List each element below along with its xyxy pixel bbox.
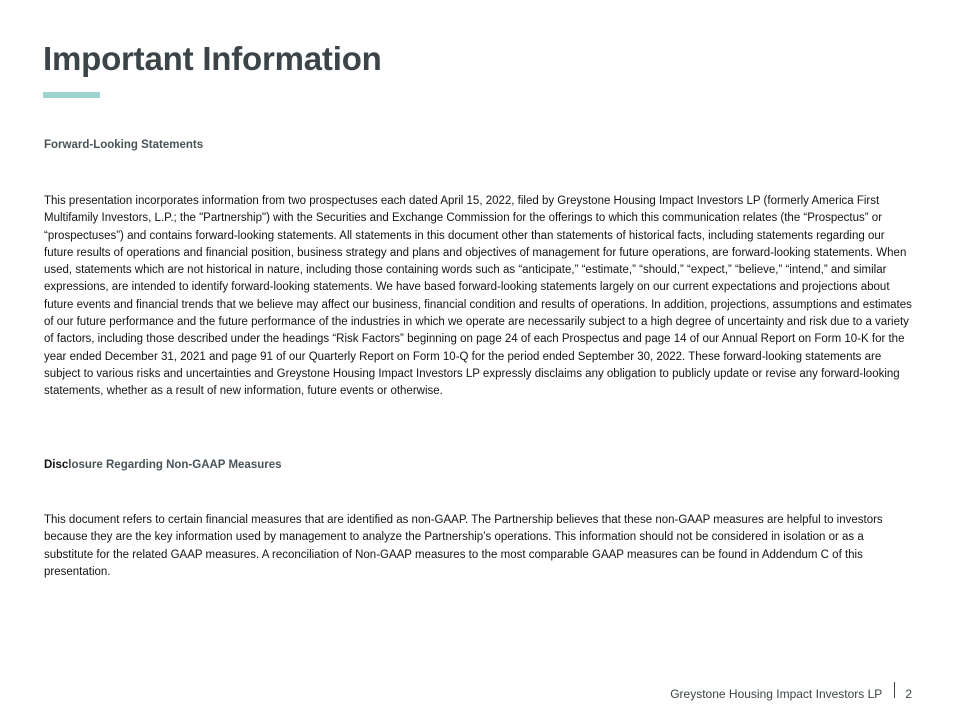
forward-looking-heading: Forward-Looking Statements xyxy=(44,139,204,151)
page-title: Important Information xyxy=(43,40,382,77)
non-gaap-heading-prefix: Disc xyxy=(44,459,69,471)
page-number: 2 xyxy=(905,687,912,701)
footer-divider xyxy=(894,682,895,698)
non-gaap-heading-rest: losure Regarding Non-GAAP Measures xyxy=(68,459,282,471)
title-accent-bar xyxy=(43,92,100,98)
footer-company-name: Greystone Housing Impact Investors LP xyxy=(670,687,883,701)
non-gaap-heading xyxy=(44,459,282,471)
footer xyxy=(670,686,912,702)
forward-looking-paragraph: This presentation incorporates information from two prospectuses each dated April 15, 2022, filed by Greystone Housing Impact Investors LP (formerly America First Multifamily Investors, L.P.; the "Partnership") with the Securities and Exchange Commission for the offerings to which this communication relates (the “Prospectus” or “prospectuses”) and contains forward-looking statements. All statements in this document other than statements of historical facts, including statements regarding our future results of operations and financial position, business strategy and plans and objectives of management for future operations, are forward-looking statements. When used, statements which are not historical in nature, including those containing words such as “anticipate,” “estimate,” “should,” “expect,” “believe,” “intend,” and similar expressions, are intended to identify forward-looking statements. We have based forward-looking statements largely on our current expectations and projections about future events and financial trends that we believe may affect our business, financial condition and results of operations. In addition, projections, assumptions and estimates of our future performance and the future performance of the industries in which we operate are necessarily subject to a high degree of uncertainty and risk due to a variety of factors, including those described under the headings “Risk Factors” beginning on page 24 of each Prospectus and page 14 of our Annual Report on Form 10-K for the year ended December 31, 2021 and page 91 of our Quarterly Report on Form 10-Q for the period ended September 30, 2022. These forward-looking statements are subject to various risks and uncertainties and Greystone Housing Impact Investors LP expressly disclaims any obligation to publicly update or revise any forward-looking statements, whether as a result of new information, future events or otherwise. xyxy=(44,195,912,398)
non-gaap-paragraph: This document refers to certain financial measures that are identified as non-GAAP. The Partnership believes that these non-GAAP measures are helpful to investors because they are the key information used by management to analyze the Partnership’s operations. This information should not be considered in isolation or as a substitute for the related GAAP measures. A reconciliation of Non-GAAP measures to the most comparable GAAP measures can be found in Addendum C of this presentation. xyxy=(44,514,883,578)
